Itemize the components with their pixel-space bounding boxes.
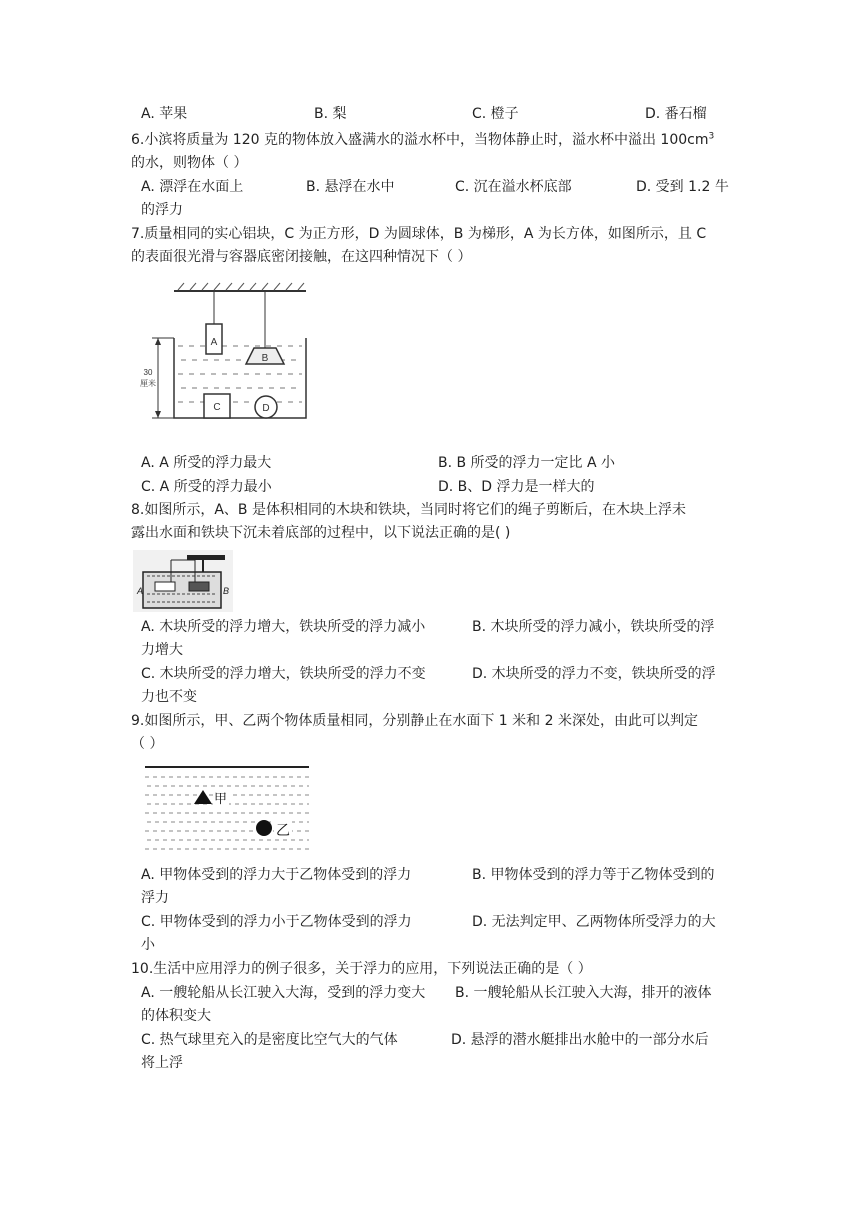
depth-label-unit: 厘米 bbox=[140, 379, 156, 388]
q9-stem-line1: 9.如图所示，甲、乙两个物体质量相同，分别静止在水面下 1 米和 2 米深处，由此可以判定 bbox=[131, 713, 698, 729]
q8-label-a: A bbox=[137, 586, 144, 596]
q5-option-d: D. 番石榴 bbox=[645, 106, 707, 122]
q7-option-c: C. A 所受的浮力最小 bbox=[141, 479, 272, 495]
q10-option-d: D. 悬浮的潜水艇排出水舱中的一部分水后 bbox=[451, 1032, 709, 1048]
q10-option-c: C. 热气球里充入的是密度比空气大的气体 bbox=[141, 1032, 398, 1048]
q6-option-a: A. 漂浮在水面上 bbox=[141, 179, 244, 195]
q9-option-a: A. 甲物体受到的浮力大于乙物体受到的浮力 bbox=[141, 867, 412, 883]
q8-stem-line1: 8.如图所示，A、B 是体积相同的木块和铁块，当同时将它们的绳子剪断后，在木块上浮未 bbox=[131, 502, 686, 518]
q7-option-a: A. A 所受的浮力最大 bbox=[141, 455, 272, 471]
q6-stem-line1 bbox=[131, 130, 714, 150]
q6-stem-line2: 的水，则物体（ ） bbox=[131, 155, 248, 171]
q9-option-b: B. 甲物体受到的浮力等于乙物体受到的 bbox=[472, 867, 715, 883]
q9-stem-line2: （ ） bbox=[131, 736, 164, 752]
q6-option-c: C. 沉在溢水杯底部 bbox=[455, 179, 572, 195]
q8-option-b-cont: 力增大 bbox=[141, 642, 183, 658]
q8-option-c: C. 木块所受的浮力增大，铁块所受的浮力不变 bbox=[141, 666, 426, 682]
q6-option-d: D. 受到 1.2 牛 bbox=[636, 179, 729, 195]
q7-figure bbox=[136, 280, 316, 426]
q10-option-b: B. 一艘轮船从长江驶入大海，排开的液体 bbox=[455, 985, 712, 1001]
q10-option-a: A. 一艘轮船从长江驶入大海，受到的浮力变大 bbox=[141, 985, 426, 1001]
q6-stem-text: 6.小滨将质量为 120 克的物体放入盛满水的溢水杯中，当物体静止时，溢水杯中溢出 100cm bbox=[131, 132, 709, 148]
object-yi-label: 乙 bbox=[276, 823, 290, 839]
q7-stem-line1: 7.质量相同的实心铝块，C 为正方形，D 为圆球体，B 为梯形，A 为长方体，如图所示，且 C bbox=[131, 226, 707, 242]
block-b-label: B bbox=[261, 353, 269, 364]
q8-figure bbox=[133, 550, 233, 612]
q10-stem-line1: 10.生活中应用浮力的例子很多，关于浮力的应用，下列说法正确的是（ ） bbox=[131, 961, 592, 977]
q8-option-d-cont: 力也不变 bbox=[141, 689, 197, 705]
object-jia-label: 甲 bbox=[214, 792, 228, 807]
q8-option-d: D. 木块所受的浮力不变，铁块所受的浮 bbox=[472, 666, 716, 682]
q8-option-a: A. 木块所受的浮力增大，铁块所受的浮力减小 bbox=[141, 619, 426, 635]
block-c-label: C bbox=[213, 402, 221, 413]
q6-stem-sup: 3 bbox=[708, 131, 715, 142]
q9-option-d: D. 无法判定甲、乙两物体所受浮力的大 bbox=[472, 914, 716, 930]
block-d-label: D bbox=[262, 403, 270, 414]
q5-option-b: B. 梨 bbox=[314, 106, 347, 122]
object-yi bbox=[256, 820, 272, 836]
q10-option-b-cont: 的体积变大 bbox=[141, 1008, 211, 1024]
object-jia bbox=[194, 790, 212, 804]
q8-option-b: B. 木块所受的浮力减小，铁块所受的浮 bbox=[472, 619, 715, 635]
q5-option-c: C. 橙子 bbox=[472, 106, 519, 122]
q9-option-b-cont: 浮力 bbox=[141, 890, 169, 906]
q8-label-b: B bbox=[223, 586, 230, 596]
q6-option-b: B. 悬浮在水中 bbox=[306, 179, 395, 195]
block-a-label: A bbox=[210, 337, 218, 348]
q6-option-d-cont: 的浮力 bbox=[141, 202, 183, 218]
q9-option-c: C. 甲物体受到的浮力小于乙物体受到的浮力 bbox=[141, 914, 412, 930]
q8-stem-line2: 露出水面和铁块下沉未着底部的过程中，以下说法正确的是( ) bbox=[131, 525, 511, 541]
q9-figure bbox=[143, 764, 311, 856]
q7-option-d: D. B、D 浮力是一样大的 bbox=[438, 479, 595, 495]
depth-label-num: 30 bbox=[143, 368, 153, 377]
q5-option-a: A. 苹果 bbox=[141, 106, 188, 122]
q7-stem-line2: 的表面很光滑与容器底密闭接触，在这四种情况下（ ） bbox=[131, 249, 472, 265]
q7-option-b: B. B 所受的浮力一定比 A 小 bbox=[438, 455, 616, 471]
q9-option-d-cont: 小 bbox=[141, 937, 155, 953]
q10-option-d-cont: 将上浮 bbox=[141, 1055, 183, 1071]
